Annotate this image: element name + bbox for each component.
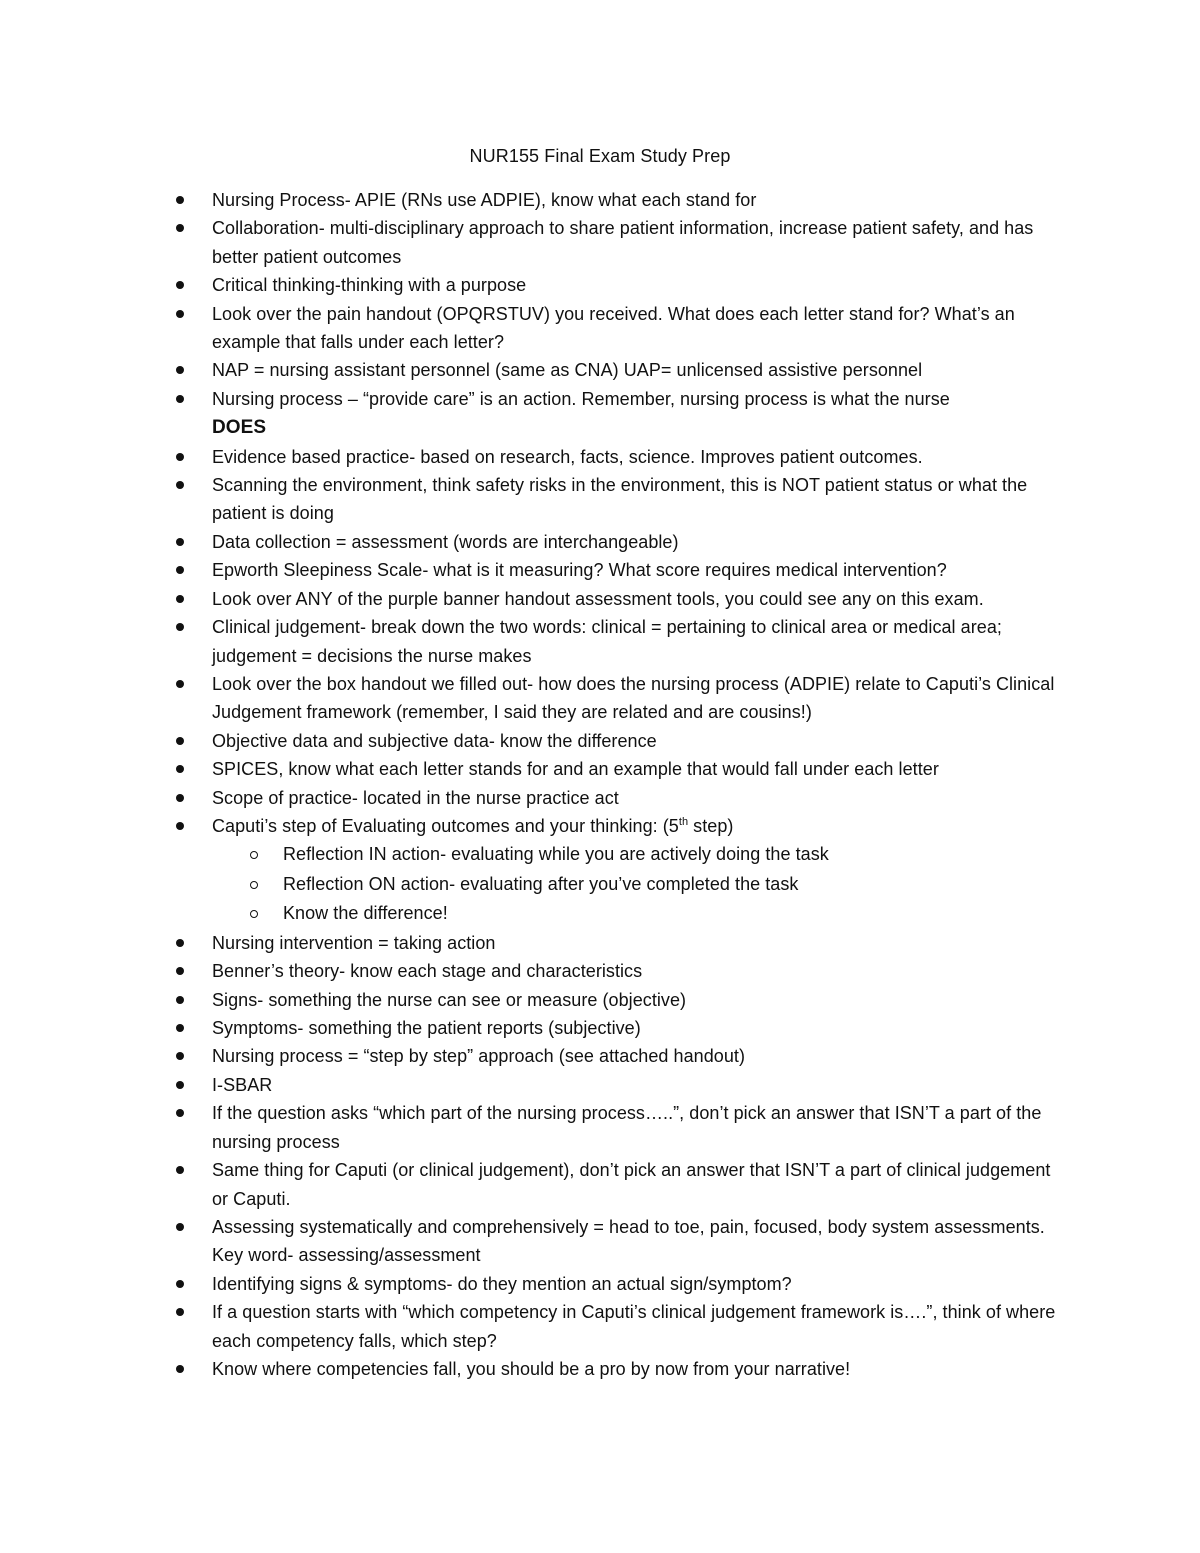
bullet-icon [176, 481, 184, 489]
circle-bullet-icon [250, 851, 258, 859]
list-item [0, 528, 1062, 556]
bullet-icon [176, 1024, 184, 1032]
list-item [0, 443, 1062, 471]
bullet-icon [176, 395, 184, 403]
sub-list [212, 840, 1062, 929]
list-item [0, 613, 1062, 670]
bullet-icon [176, 794, 184, 802]
bullet-icon [176, 680, 184, 688]
list-item [0, 300, 1062, 357]
bullet-icon [176, 1365, 184, 1373]
list-item-text: Evidence based practice- based on research, facts, science. Improves patient outcomes. [212, 446, 923, 467]
bullet-icon [176, 281, 184, 289]
list-item-text: Identifying signs & symptoms- do they mention an actual sign/symptom? [212, 1273, 792, 1294]
list-item-text: Nursing intervention = taking action [212, 932, 496, 953]
bullet-icon [176, 196, 184, 204]
bullet-icon [176, 1308, 184, 1316]
bullet-icon [176, 996, 184, 1004]
list-item-text: Caputi’s step of Evaluating outcomes and your thinking: (5 [212, 815, 679, 836]
list-item-text: Look over the box handout we filled out- how does the nursing process (ADPIE) relate to Caputi’s Clinical Judgement framework (remember, I said they are related and are cousins!) [212, 673, 1055, 723]
list-item-text: Scope of practice- located in the nurse practice act [212, 787, 619, 808]
superscript-text: th [678, 815, 689, 828]
list-item-text: Benner’s theory- know each stage and characteristics [212, 961, 643, 982]
bullet-icon [176, 1166, 184, 1174]
list-item [0, 957, 1062, 985]
list-item [0, 186, 1062, 214]
sub-list-item-text: Know the difference! [283, 903, 448, 924]
list-item-text: Critical thinking-thinking with a purpose [212, 275, 527, 296]
bullet-icon [176, 224, 184, 232]
list-item-text: Look over the pain handout (OPQRSTUV) you received. What does each letter stand for? What’s an example that falls under each letter? [212, 303, 1015, 353]
list-item [0, 1099, 1062, 1156]
circle-bullet-icon [250, 910, 258, 918]
bullet-icon [176, 765, 184, 773]
list-item [0, 556, 1062, 584]
bullet-icon [176, 1223, 184, 1231]
sub-list-item [212, 870, 1062, 900]
list-item-text: Same thing for Caputi (or clinical judgement), don’t pick an answer that ISN’T a part of clinical judgement or Caputi. [212, 1160, 1051, 1209]
list-item [0, 585, 1062, 613]
list-item-text: If a question starts with “which competency in Caputi’s clinical judgement framework is….”, think of where each competency falls, which step? [212, 1302, 1056, 1351]
study-list [0, 186, 1200, 1383]
list-item [0, 1298, 1062, 1355]
bullet-icon [176, 1109, 184, 1117]
list-item-text: Clinical judgement- break down the two words: clinical = pertaining to clinical area or medical area; judgement = decisions the nurse makes [212, 617, 1002, 666]
bullet-icon [176, 566, 184, 574]
list-item [0, 812, 1062, 929]
sub-list-item-text: Reflection IN action- evaluating while you are actively doing the task [283, 844, 829, 865]
list-item [0, 214, 1062, 271]
list-item-text: Data collection = assessment (words are interchangeable) [212, 531, 679, 552]
list-item [0, 755, 1062, 783]
bullet-icon [176, 822, 184, 830]
list-item [0, 1355, 1062, 1383]
circle-bullet-icon [250, 881, 258, 889]
bullet-icon [176, 538, 184, 546]
list-item-text: Look over ANY of the purple banner handout assessment tools, you could see any on this exam. [212, 588, 984, 609]
bullet-icon [176, 595, 184, 603]
list-item [0, 271, 1062, 299]
list-item-text: Scanning the environment, think safety risks in the environment, this is NOT patient status or what the patient is doing [212, 475, 1028, 524]
document-title: NUR155 Final Exam Study Prep [469, 146, 731, 166]
bullet-icon [176, 1280, 184, 1288]
list-item [0, 986, 1062, 1014]
bullet-icon [176, 366, 184, 374]
sub-list-item [212, 899, 1062, 929]
list-item [0, 1270, 1062, 1298]
bullet-icon [176, 310, 184, 318]
list-item-text: Objective data and subjective data- know the difference [212, 730, 657, 751]
list-item-text: Collaboration- multi-disciplinary approach to share patient information, increase patient safety, and has better patient outcomes [212, 218, 1034, 267]
list-item [0, 670, 1062, 727]
list-item [0, 1213, 1062, 1270]
bullet-icon [176, 967, 184, 975]
bullet-icon [176, 623, 184, 631]
list-item [0, 727, 1062, 755]
list-item [0, 471, 1062, 528]
list-item-text: NAP = nursing assistant personnel (same as CNA) UAP= unlicensed assistive personnel [212, 360, 923, 381]
list-item [0, 1156, 1062, 1213]
list-item-text: Assessing systematically and comprehensively = head to toe, pain, focused, body system assessments. Key word- assessing/assessment [212, 1216, 1045, 1266]
list-item-text: Signs- something the nurse can see or measure (objective) [212, 989, 687, 1010]
list-item-text: SPICES, know what each letter stands for and an example that would fall under each letter [212, 759, 939, 780]
bullet-icon [176, 737, 184, 745]
list-item-text: Nursing process = “step by step” approach (see attached handout) [212, 1046, 746, 1067]
list-item [0, 784, 1062, 812]
list-item-text: Nursing Process- APIE (RNs use ADPIE), know what each stand for [212, 190, 757, 210]
list-item-text: Know where competencies fall, you should be a pro by now from your narrative! [212, 1358, 851, 1379]
list-item [0, 1014, 1062, 1042]
list-item [0, 929, 1062, 957]
list-item-text: If the question asks “which part of the nursing process…..”, don’t pick an answer that ISN’T a part of the nursing process [212, 1103, 1042, 1152]
emphasis-text: DOES [212, 417, 267, 439]
bullet-icon [176, 1052, 184, 1060]
list-item-text: Nursing process – “provide care” is an action. Remember, nursing process is what the nurse [212, 388, 950, 409]
sub-list-item [212, 840, 1062, 870]
list-item-text: Symptoms- something the patient reports (subjective) [212, 1018, 641, 1039]
list-item-text-tail: step) [688, 815, 734, 836]
list-item-text: Epworth Sleepiness Scale- what is it measuring? What score requires medical intervention? [212, 560, 947, 581]
bullet-icon [176, 939, 184, 947]
list-item [0, 385, 1062, 443]
bullet-icon [176, 1081, 184, 1089]
sub-list-item-text: Reflection ON action- evaluating after you’ve completed the task [283, 873, 799, 894]
list-item [0, 1071, 1062, 1099]
list-item [0, 356, 1062, 384]
list-item [0, 1042, 1062, 1070]
bullet-icon [176, 453, 184, 461]
list-item-text: I-SBAR [212, 1074, 273, 1095]
